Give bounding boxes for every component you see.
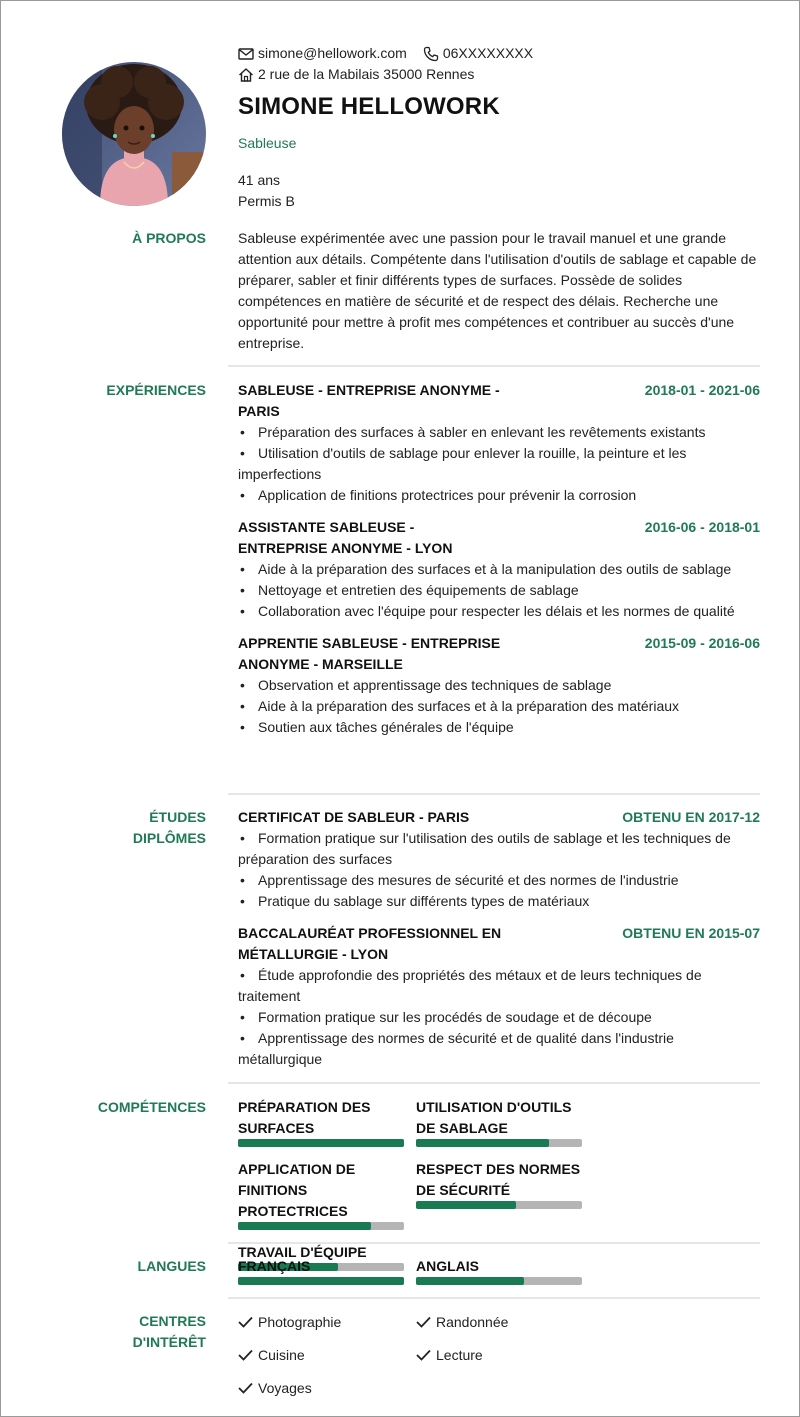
avatar-illustration [62,62,206,206]
experience-entry [238,633,760,738]
skill-name: RESPECT DES NORMES DE SÉCURITÉ [416,1161,581,1198]
mail-icon [238,47,254,61]
email-item[interactable] [238,43,407,64]
education-entry [238,807,760,912]
skill-item [416,1097,582,1147]
interest-item [416,1344,594,1365]
interest-label: Photographie [258,1313,342,1330]
check-icon [238,1382,253,1394]
interest-label: Randonnée [436,1313,509,1330]
education-title: BACCALAURÉAT PROFESSIONNEL EN MÉTALLURGIE - LYON [238,925,502,962]
list-item: • Aide à la préparation des surfaces et à la préparation des matériaux [240,698,680,714]
interest-item [238,1311,416,1332]
skill-level-fill [416,1201,516,1209]
experience-entry [238,517,760,622]
skill-name: TRAVAIL D'ÉQUIPE [238,1244,367,1260]
skill-level-bar [238,1222,404,1230]
language-level-fill [416,1277,524,1285]
language-item [416,1256,582,1285]
job-title: Sableuse [238,135,297,151]
interest-item [238,1344,416,1365]
list-item: • Observation et apprentissage des techniques de sablage [240,677,612,693]
home-icon [238,67,254,83]
divider [228,793,760,795]
check-icon [416,1316,431,1328]
skill-item [416,1159,582,1230]
phone-item[interactable] [423,43,533,64]
list-item: • Préparation des surfaces à sabler en enlevant les revêtements existants [240,424,706,440]
skill-item [238,1159,404,1230]
experience-title: ASSISTANTE SABLEUSE - ENTREPRISE ANONYME - LYON [238,519,453,556]
list-item: • Formation pratique sur les procédés de soudage et de découpe [240,1009,652,1025]
interests-grid [238,1311,760,1410]
interest-item [416,1311,594,1332]
language-level-bar [416,1277,582,1285]
experience-date: 2016-06 - 2018-01 [644,519,760,535]
list-item: • Formation pratique sur l'utilisation des outils de sablage et les techniques de préparation des surfaces [238,830,731,867]
interest-label: Voyages [258,1379,312,1396]
skills-label: COMPÉTENCES [97,1099,206,1115]
divider [228,1082,760,1084]
check-icon [416,1349,431,1361]
skill-level-fill [416,1139,549,1147]
email-text: simone@hellowork.com [258,45,407,61]
interest-label: Cuisine [258,1346,305,1363]
address-text: 2 rue de la Mabilais 35000 Rennes [258,66,475,82]
address-item [238,64,474,85]
education-date: OBTENU EN 2017-12 [622,809,760,825]
about-label: À PROPOS [132,230,206,246]
phone-icon [423,46,439,62]
skill-name: APPLICATION DE FINITIONS PROTECTRICES [238,1161,356,1219]
list-item: • Soutien aux tâches générales de l'équipe [240,719,514,735]
list-item: • Pratique du sablage sur différents types de matériaux [240,893,590,909]
personal-info [238,170,295,212]
skill-name: PRÉPARATION DES SURFACES [238,1099,371,1136]
experience-date: 2018-01 - 2021-06 [644,382,760,398]
list-item: • Utilisation d'outils de sablage pour enlever la rouille, la peinture et les imperfections [238,445,687,482]
divider [228,1242,760,1244]
education-date: OBTENU EN 2015-07 [622,925,760,941]
divider [228,1297,760,1299]
list-item: • Apprentissage des mesures de sécurité et des normes de l'industrie [240,872,679,888]
education-entry [238,923,760,1070]
skill-name: UTILISATION D'OUTILS DE SABLAGE [416,1099,572,1136]
experience-date: 2015-09 - 2016-06 [644,635,760,651]
list-item: • Nettoyage et entretien des équipements de sablage [240,582,579,598]
avatar [62,62,206,206]
language-item [238,1256,404,1285]
interest-label: Lecture [436,1346,483,1363]
contact-block [238,43,549,85]
language-level-bar [238,1277,404,1285]
skill-level-fill [238,1139,404,1147]
driving-license: Permis B [238,193,295,209]
experience-label: EXPÉRIENCES [106,382,206,398]
skill-level-bar [238,1139,404,1147]
list-item: • Étude approfondie des propriétés des métaux et de leurs techniques de traitement [238,967,702,1004]
education-title: CERTIFICAT DE SABLEUR - PARIS [238,809,470,825]
skill-item [238,1097,404,1147]
interests-label: CENTRES D'INTÉRÊT [132,1313,206,1350]
list-item: • Collaboration avec l'équipe pour respecter les délais et les normes de qualité [240,603,735,619]
check-icon [238,1349,253,1361]
languages-grid [238,1256,760,1297]
divider [228,365,760,367]
phone-text: 06XXXXXXXX [442,45,534,61]
skill-level-bar [416,1201,582,1209]
interest-item [238,1377,416,1398]
languages-label: LANGUES [137,1258,206,1274]
list-item: • Application de finitions protectrices pour prévenir la corrosion [240,487,637,503]
age: 41 ans [238,172,281,188]
education-label: ÉTUDES DIPLÔMES [132,809,206,846]
about-text: Sableuse expérimentée avec une passion pour le travail manuel et une grande attention aux détails. Compétente dans l'utilisation d'outils de sablage et capable de préparer, sabler et finir différents types de surfaces. Possède de solides compétences en matière de sécurité et de respect des délais. Recherche une opportunité pour mettre à profit mes compétences et contribuer au succès d'une entreprise. [238,230,757,351]
skill-level-fill [238,1222,371,1230]
language-name: ANGLAIS [416,1258,479,1274]
check-icon [238,1316,253,1328]
language-name: FRANÇAIS [238,1258,311,1274]
experience-title: SABLEUSE - ENTREPRISE ANONYME - PARIS [238,382,500,419]
language-level-fill [238,1277,404,1285]
candidate-name: SIMONE HELLOWORK [238,93,500,120]
experience-entry [238,380,760,506]
experience-title: APPRENTIE SABLEUSE - ENTREPRISE ANONYME - MARSEILLE [238,635,501,672]
skill-level-bar [416,1139,582,1147]
list-item: • Aide à la préparation des surfaces et à la manipulation des outils de sablage [240,561,732,577]
list-item: • Apprentissage des normes de sécurité et de qualité dans l'industrie métallurgique [238,1030,674,1067]
